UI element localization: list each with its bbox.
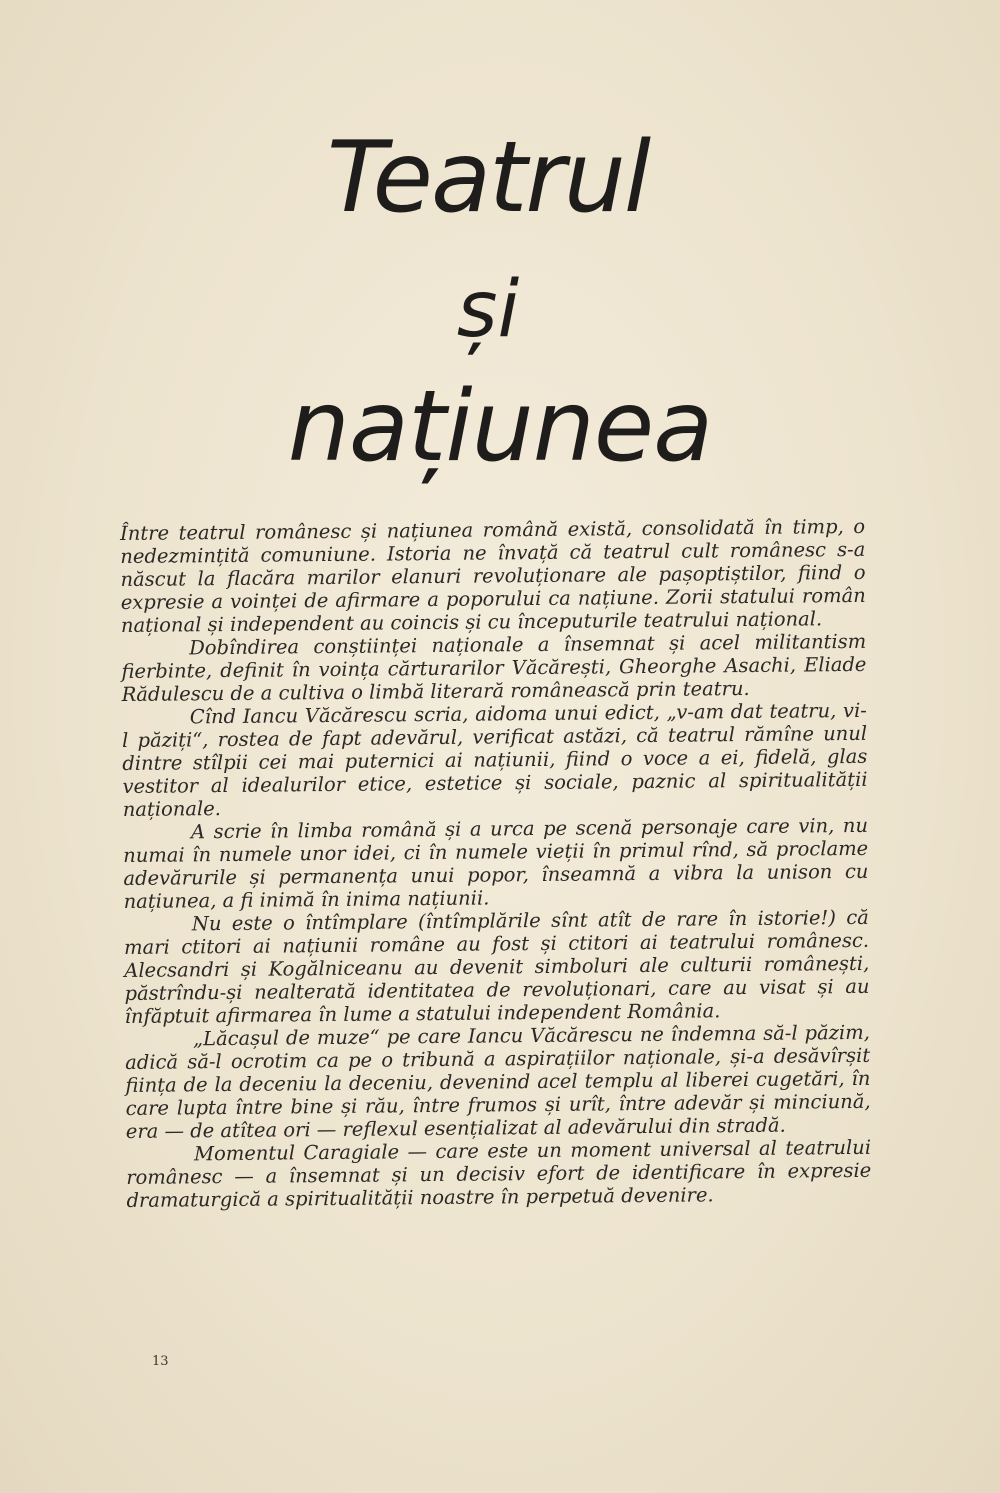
paragraph-7: Momentul Caragiale — care este un moment universal al teatrului românesc — a însemnat și un decisiv efort de identificare în expresie dramaturgică a spiritualității noastre în perpetuă devenire. [126, 1135, 872, 1212]
paragraph-5: Nu este o întîmplare (întîmplările sînt atît de rare în istorie!) că mari ctitori ai națiunii române au fost și ctitori ai teatrului românesc. Alecsandri și Kogălniceanu au devenit simboluri ale culturii românești, păstrîndu-și nealterată identitatea de revoluționari, care au visat și au înfăptuit afirmarea în lume a statului independent România. [123, 905, 870, 1028]
paragraph-2: Dobîndirea conștiinței naționale a însemnat și acel militantism fierbinte, definit în voința cărturarilor Văcărești, Gheorghe Asachi, Eliade Rădulescu de a cultiva o limbă literară românească prin teatru. [121, 629, 867, 706]
paragraph-4: A scrie în limba română și a urca pe scenă personaje care vin, nu numai în numele unor idei, ci în numele vieții în primul rînd, să proclame adevărurile și permanența unui popor, înseamnă a vibra la unison cu națiunea, a fi inimă în inima națiunii. [123, 813, 869, 913]
title-line-teatrul: Teatrul [326, 121, 650, 235]
title-line-si: și [456, 265, 520, 355]
paragraph-6: „Lăcașul de muze“ pe care Iancu Văcărescu ne îndemna să-l păzim, adică să-l ocrotim ca pe o tribună a aspirațiilor naționale, și-a desăvîrșit ființa de la deceniu la deceniu, devenind acel templu al liberei cugetări, în care lupta între bine și rău, între frumos și urît, între adevăr și minciună, era — de atîtea ori — reflexul esențializat al adevărului din stradă. [125, 1020, 871, 1143]
page-number: 13 [152, 1354, 169, 1369]
paragraph-1: Între teatrul românesc și națiunea română există, consolidată în timp, o nedezmințită comuniune. Istoria ne învață că teatrul cult românesc s-a născut la flacăra marilor elanuri revoluționare ale pașoptiștilor, fiind o expresie a voinței de afirmare a poporului ca națiune. Zorii statului român național și independent au coincis și cu începuturile teatrului național. [120, 514, 866, 637]
article-body [120, 515, 872, 1212]
paragraph-3: Cînd Iancu Văcărescu scria, aidoma unui edict, „v-am dat teatru, vi-l păziți“, rostea de fapt adevărul, verificat astăzi, că teatrul rămîne unul dintre stîlpii cei mai puternici ai națiunii, fiind o voce a ei, fidelă, glas vestitor al idealurilor etice, estetice și sociale, paznic al spiritualității naționale. [121, 698, 868, 821]
title-line-natiunea: națiunea [287, 370, 713, 484]
